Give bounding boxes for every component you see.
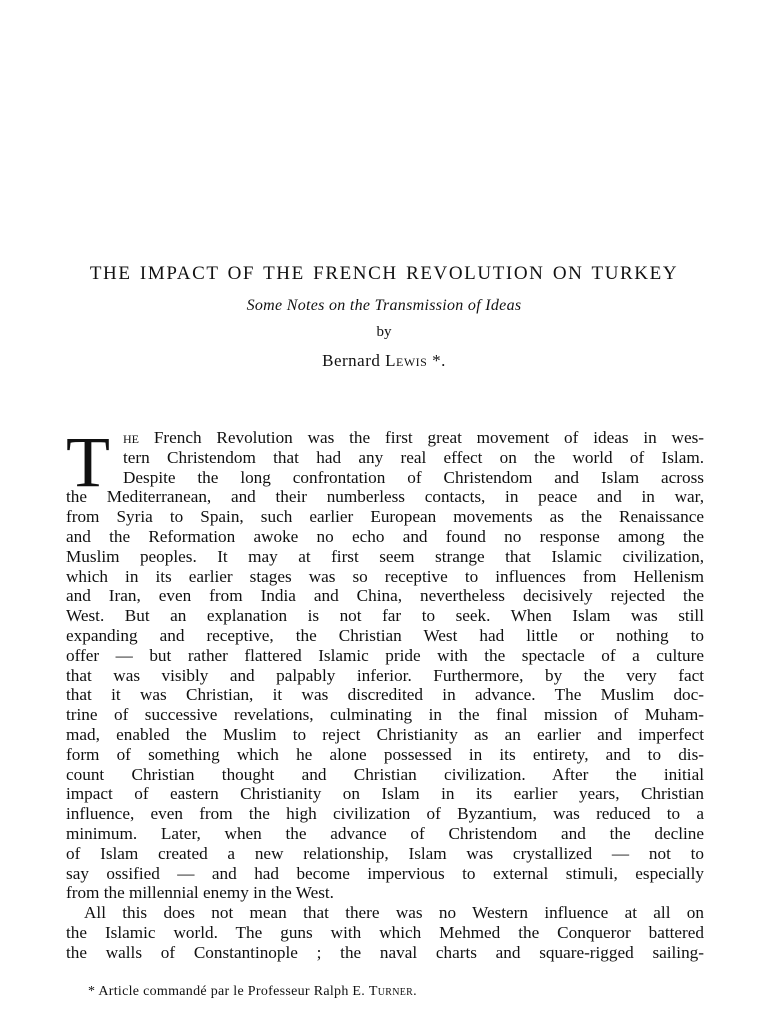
body-line: influence, even from the high civilization of Byzantium, was reduced to a	[66, 804, 704, 824]
article-title: THE IMPACT OF THE FRENCH REVOLUTION ON TURKEY	[89, 263, 679, 284]
article-subtitle: Some Notes on the Transmission of Ideas	[246, 297, 522, 314]
drop-cap: T	[66, 422, 110, 502]
body-line: impact of eastern Christianity on Islam in its earlier years, Christian	[66, 784, 704, 804]
byline-by: by	[376, 324, 392, 340]
body-line: and the Reformation awoke no echo and found no response among the	[66, 526, 704, 546]
footnote	[88, 984, 708, 1000]
body-line: trine of successive revelations, culminating in the final mission of Muham-	[66, 705, 704, 725]
body-line: All this does not mean that there was no Western influence at all on	[84, 903, 704, 923]
author-last-name: Lewis	[385, 351, 428, 370]
body-line: the walls of Constantinople ; the naval charts and square-rigged sailing-	[66, 942, 704, 962]
body-line: from Syria to Spain, such earlier European movements as the Renaissance	[66, 507, 704, 527]
body-line: that it was Christian, it was discredited in advance. The Muslim doc-	[66, 685, 704, 705]
body-line: offer — but rather flattered Islamic pride with the spectacle of a culture	[66, 645, 704, 665]
body-line: from the millennial enemy in the West.	[66, 883, 334, 903]
footnote-name: Turner	[368, 984, 414, 999]
body-line: mad, enabled the Muslim to reject Christianity as an earlier and imperfect	[66, 724, 704, 744]
body-line: and Iran, even from India and China, nevertheless decisively rejected the	[66, 586, 704, 606]
body-line: Muslim peoples. It may at first seem strange that Islamic civilization,	[66, 546, 704, 566]
author-footnote-mark: *.	[427, 351, 446, 370]
body-line: tern Christendom that had any real effect on the world of Islam.	[123, 447, 704, 467]
body-line: say ossified — and had become impervious to external stimuli, especially	[66, 863, 704, 883]
body-line: the Mediterranean, and their numberless contacts, in peace and in war,	[66, 487, 704, 507]
body-line: minimum. Later, when the advance of Christendom and the decline	[66, 823, 704, 843]
body-line: expanding and receptive, the Christian West had little or nothing to	[66, 625, 704, 645]
author-first-name: Bernard	[322, 351, 381, 370]
body-line: count Christian thought and Christian civilization. After the initial	[66, 764, 704, 784]
body-line: which in its earlier stages was so receptive to influences from Hellenism	[66, 566, 704, 586]
body-line: West. But an explanation is not far to seek. When Islam was still	[66, 606, 704, 626]
body-line: the Islamic world. The guns with which Mehmed the Conqueror battered	[66, 922, 704, 942]
footnote-text: * Article commandé par le Professeur Ralph E.	[88, 984, 369, 999]
footnote-end: .	[413, 984, 417, 999]
body-line: he French Revolution was the first great movement of ideas in wes-	[123, 428, 704, 447]
drop-cap-continuation: he	[123, 428, 139, 447]
article-body	[66, 422, 704, 963]
author-name	[0, 351, 768, 371]
body-line: of Islam created a new relationship, Islam was crystallized — not to	[66, 843, 704, 863]
body-line: form of something which he alone possessed in its entirety, and to dis-	[66, 744, 704, 764]
body-line: that was visibly and palpably inferior. Furthermore, by the very fact	[66, 665, 704, 685]
body-line: Despite the long confrontation of Christendom and Islam across	[123, 467, 704, 487]
